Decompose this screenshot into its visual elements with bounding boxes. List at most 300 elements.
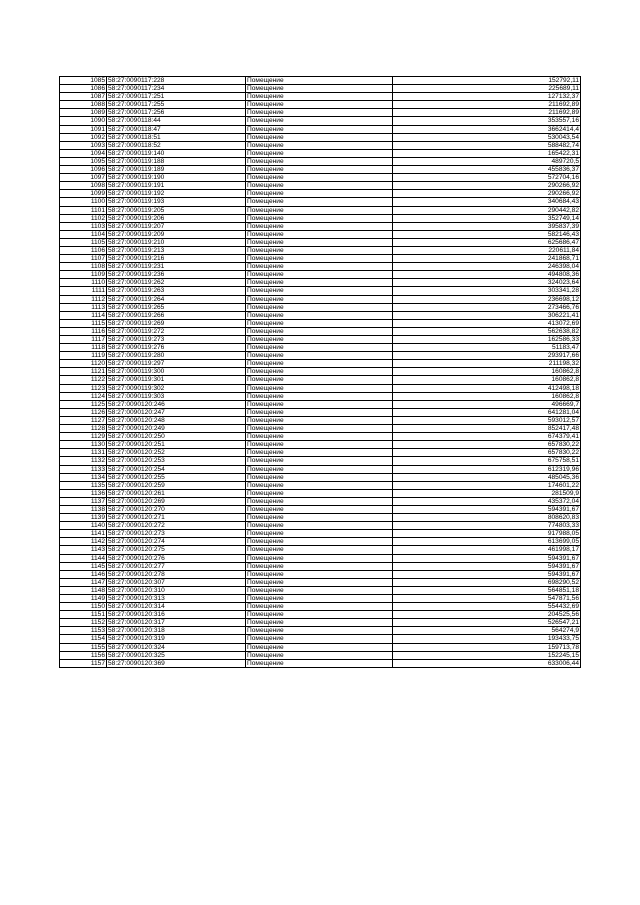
- cadastral-value-cell: 293917,66: [393, 352, 581, 360]
- object-type-cell: Помещение: [246, 376, 393, 384]
- object-type-cell: Помещение: [246, 586, 393, 594]
- cadastral-value-cell: 290442,82: [393, 206, 581, 214]
- table-row: [60, 327, 581, 335]
- cadastral-number-cell: 58:27:0090120:276: [107, 554, 246, 562]
- row-number-cell: 1134: [60, 473, 107, 481]
- cadastral-value-cell: 340684,43: [393, 198, 581, 206]
- cadastral-number-cell: 58:27:0090120:246: [107, 400, 246, 408]
- table-row: [60, 101, 581, 109]
- table-row: [60, 562, 581, 570]
- cadastral-number-cell: 58:27:0090120:317: [107, 619, 246, 627]
- row-number-cell: 1147: [60, 578, 107, 586]
- object-type-cell: Помещение: [246, 611, 393, 619]
- cadastral-value-cell: 572704,16: [393, 174, 581, 182]
- cadastral-value-cell: 303341,28: [393, 287, 581, 295]
- cadastral-number-cell: 58:27:0090119:189: [107, 166, 246, 174]
- row-number-cell: 1126: [60, 408, 107, 416]
- table-row: [60, 497, 581, 505]
- object-type-cell: Помещение: [246, 627, 393, 635]
- cadastral-number-cell: 58:27:0090118:52: [107, 141, 246, 149]
- object-type-cell: Помещение: [246, 344, 393, 352]
- cadastral-number-cell: 58:27:0090120:253: [107, 457, 246, 465]
- table-row: [60, 433, 581, 441]
- cadastral-value-cell: 241868,71: [393, 255, 581, 263]
- cadastral-number-cell: 58:27:0090119:303: [107, 392, 246, 400]
- row-number-cell: 1090: [60, 117, 107, 125]
- row-number-cell: 1144: [60, 554, 107, 562]
- table-row: [60, 133, 581, 141]
- object-type-cell: Помещение: [246, 319, 393, 327]
- table-row: [60, 117, 581, 125]
- cadastral-number-cell: 58:27:0090119:188: [107, 157, 246, 165]
- cadastral-number-cell: 58:27:0090119:269: [107, 319, 246, 327]
- object-type-cell: Помещение: [246, 352, 393, 360]
- cadastral-value-cell: 204525,56: [393, 611, 581, 619]
- cadastral-value-cell: 211692,89: [393, 101, 581, 109]
- cadastral-number-cell: 58:27:0090120:248: [107, 416, 246, 424]
- object-type-cell: Помещение: [246, 651, 393, 659]
- object-type-cell: Помещение: [246, 392, 393, 400]
- cadastral-number-cell: 58:27:0090119:300: [107, 368, 246, 376]
- table-row: [60, 489, 581, 497]
- cadastral-value-cell: 152792,11: [393, 77, 581, 85]
- row-number-cell: 1127: [60, 416, 107, 424]
- cadastral-value-cell: 593012,57: [393, 416, 581, 424]
- cadastral-number-cell: 58:27:0090120:319: [107, 635, 246, 643]
- table-row: [60, 166, 581, 174]
- table-row: [60, 141, 581, 149]
- table-row: [60, 93, 581, 101]
- table-row: [60, 538, 581, 546]
- cadastral-value-cell: 657830,22: [393, 441, 581, 449]
- row-number-cell: 1130: [60, 441, 107, 449]
- table-row: [60, 627, 581, 635]
- cadastral-value-cell: 281509,9: [393, 489, 581, 497]
- row-number-cell: 1121: [60, 368, 107, 376]
- object-type-cell: Помещение: [246, 109, 393, 117]
- row-number-cell: 1089: [60, 109, 107, 117]
- object-type-cell: Помещение: [246, 595, 393, 603]
- cadastral-value-cell: 526547,21: [393, 619, 581, 627]
- row-number-cell: 1155: [60, 643, 107, 651]
- object-type-cell: Помещение: [246, 530, 393, 538]
- object-type-cell: Помещение: [246, 222, 393, 230]
- cadastral-value-cell: 290266,92: [393, 190, 581, 198]
- row-number-cell: 1123: [60, 384, 107, 392]
- cadastral-value-cell: 594391,67: [393, 554, 581, 562]
- table-row: [60, 238, 581, 246]
- table-row: [60, 578, 581, 586]
- object-type-cell: Помещение: [246, 303, 393, 311]
- cadastral-number-cell: 58:27:0090119:190: [107, 174, 246, 182]
- object-type-cell: Помещение: [246, 166, 393, 174]
- row-number-cell: 1094: [60, 149, 107, 157]
- table-row: [60, 384, 581, 392]
- cadastral-value-cell: 674379,41: [393, 433, 581, 441]
- table-row: [60, 222, 581, 230]
- row-number-cell: 1149: [60, 595, 107, 603]
- row-number-cell: 1093: [60, 141, 107, 149]
- object-type-cell: Помещение: [246, 263, 393, 271]
- cadastral-value-cell: 808620,83: [393, 514, 581, 522]
- cadastral-number-cell: 58:27:0090120:251: [107, 441, 246, 449]
- cadastral-number-cell: 58:27:0090119:231: [107, 263, 246, 271]
- object-type-cell: Помещение: [246, 643, 393, 651]
- cadastral-value-cell: 489720,5: [393, 157, 581, 165]
- object-type-cell: Помещение: [246, 336, 393, 344]
- cadastral-value-cell: 353557,16: [393, 117, 581, 125]
- cadastral-value-cell: 917988,05: [393, 530, 581, 538]
- row-number-cell: 1148: [60, 586, 107, 594]
- object-type-cell: Помещение: [246, 125, 393, 133]
- object-type-cell: Помещение: [246, 603, 393, 611]
- table-row: [60, 182, 581, 190]
- cadastral-number-cell: 58:27:0090119:262: [107, 279, 246, 287]
- table-row: [60, 279, 581, 287]
- cadastral-number-cell: 58:27:0090119:206: [107, 214, 246, 222]
- cadastral-number-cell: 58:27:0090119:301: [107, 376, 246, 384]
- cadastral-number-cell: 58:27:0090119:266: [107, 311, 246, 319]
- table-row: [60, 319, 581, 327]
- table-row: [60, 303, 581, 311]
- table-row: [60, 352, 581, 360]
- row-number-cell: 1120: [60, 360, 107, 368]
- row-number-cell: 1125: [60, 400, 107, 408]
- cadastral-value-cell: 485045,36: [393, 473, 581, 481]
- table-row: [60, 255, 581, 263]
- cadastral-number-cell: 58:27:0090120:247: [107, 408, 246, 416]
- cadastral-value-cell: 461998,17: [393, 546, 581, 554]
- row-number-cell: 1114: [60, 311, 107, 319]
- object-type-cell: Помещение: [246, 546, 393, 554]
- cadastral-number-cell: 58:27:0090118:47: [107, 125, 246, 133]
- cadastral-value-cell: 675758,51: [393, 457, 581, 465]
- cadastral-value-cell: 530043,54: [393, 133, 581, 141]
- row-number-cell: 1157: [60, 659, 107, 667]
- object-type-cell: Помещение: [246, 117, 393, 125]
- object-type-cell: Помещение: [246, 635, 393, 643]
- table-row: [60, 190, 581, 198]
- cadastral-number-cell: 58:27:0090120:274: [107, 538, 246, 546]
- row-number-cell: 1129: [60, 433, 107, 441]
- row-number-cell: 1115: [60, 319, 107, 327]
- cadastral-value-cell: 290266,92: [393, 182, 581, 190]
- object-type-cell: Помещение: [246, 384, 393, 392]
- cadastral-number-cell: 58:27:0090119:273: [107, 336, 246, 344]
- cadastral-value-cell: 564274,9: [393, 627, 581, 635]
- object-type-cell: Помещение: [246, 174, 393, 182]
- cadastral-number-cell: 58:27:0090119:236: [107, 271, 246, 279]
- cadastral-number-cell: 58:27:0090120:254: [107, 465, 246, 473]
- cadastral-value-cell: 496669,7: [393, 400, 581, 408]
- row-number-cell: 1153: [60, 627, 107, 635]
- cadastral-number-cell: 58:27:0090120:316: [107, 611, 246, 619]
- object-type-cell: Помещение: [246, 473, 393, 481]
- table-row: [60, 109, 581, 117]
- cadastral-number-cell: 58:27:0090117:234: [107, 85, 246, 93]
- cadastral-value-cell: 582146,43: [393, 230, 581, 238]
- cadastral-value-cell: 613699,05: [393, 538, 581, 546]
- cadastral-value-cell: 3662414,4: [393, 125, 581, 133]
- cadastral-number-cell: 58:27:0090117:228: [107, 77, 246, 85]
- cadastral-value-cell: 564851,18: [393, 586, 581, 594]
- cadastral-number-cell: 58:27:0090119:205: [107, 206, 246, 214]
- object-type-cell: Помещение: [246, 149, 393, 157]
- row-number-cell: 1136: [60, 489, 107, 497]
- table-row: [60, 643, 581, 651]
- table-row: [60, 336, 581, 344]
- object-type-cell: Помещение: [246, 659, 393, 667]
- object-type-cell: Помещение: [246, 141, 393, 149]
- cadastral-value-cell: 324023,64: [393, 279, 581, 287]
- cadastral-value-cell: 547871,56: [393, 595, 581, 603]
- object-type-cell: Помещение: [246, 562, 393, 570]
- row-number-cell: 1154: [60, 635, 107, 643]
- cadastral-number-cell: 58:27:0090118:44: [107, 117, 246, 125]
- cadastral-number-cell: 58:27:0090119:280: [107, 352, 246, 360]
- object-type-cell: Помещение: [246, 214, 393, 222]
- cadastral-number-cell: 58:27:0090120:272: [107, 522, 246, 530]
- object-type-cell: Помещение: [246, 570, 393, 578]
- object-type-cell: Помещение: [246, 255, 393, 263]
- table-row: [60, 595, 581, 603]
- cadastral-number-cell: 58:27:0090119:276: [107, 344, 246, 352]
- cadastral-value-cell: 588482,74: [393, 141, 581, 149]
- cadastral-value-cell: 152245,15: [393, 651, 581, 659]
- row-number-cell: 1117: [60, 336, 107, 344]
- table-row: [60, 473, 581, 481]
- table-row: [60, 246, 581, 254]
- row-number-cell: 1103: [60, 222, 107, 230]
- cadastral-number-cell: 58:27:0090119:272: [107, 327, 246, 335]
- object-type-cell: Помещение: [246, 190, 393, 198]
- row-number-cell: 1086: [60, 85, 107, 93]
- row-number-cell: 1109: [60, 271, 107, 279]
- cadastral-number-cell: 58:27:0090119:193: [107, 198, 246, 206]
- cadastral-number-cell: 58:27:0090120:252: [107, 449, 246, 457]
- object-type-cell: Помещение: [246, 481, 393, 489]
- cadastral-number-cell: 58:27:0090120:270: [107, 505, 246, 513]
- cadastral-number-cell: 58:27:0090120:261: [107, 489, 246, 497]
- cadastral-value-cell: 554432,69: [393, 603, 581, 611]
- cadastral-value-cell: 127132,37: [393, 93, 581, 101]
- cadastral-value-cell: 193433,75: [393, 635, 581, 643]
- object-type-cell: Помещение: [246, 441, 393, 449]
- object-type-cell: Помещение: [246, 368, 393, 376]
- cadastral-value-cell: 160862,8: [393, 392, 581, 400]
- table-row: [60, 481, 581, 489]
- cadastral-number-cell: 58:27:0090117:256: [107, 109, 246, 117]
- table-row: [60, 368, 581, 376]
- cadastral-value-cell: 225689,11: [393, 85, 581, 93]
- row-number-cell: 1150: [60, 603, 107, 611]
- row-number-cell: 1100: [60, 198, 107, 206]
- cadastral-value-cell: 594391,67: [393, 570, 581, 578]
- object-type-cell: Помещение: [246, 198, 393, 206]
- object-type-cell: Помещение: [246, 246, 393, 254]
- table-row: [60, 465, 581, 473]
- object-type-cell: Помещение: [246, 295, 393, 303]
- table-row: [60, 554, 581, 562]
- cadastral-value-cell: 455836,37: [393, 166, 581, 174]
- cadastral-number-cell: 58:27:0090119:263: [107, 287, 246, 295]
- row-number-cell: 1137: [60, 497, 107, 505]
- row-number-cell: 1143: [60, 546, 107, 554]
- row-number-cell: 1095: [60, 157, 107, 165]
- table-row: [60, 416, 581, 424]
- row-number-cell: 1102: [60, 214, 107, 222]
- table-row: [60, 344, 581, 352]
- cadastral-value-cell: 220611,84: [393, 246, 581, 254]
- row-number-cell: 1119: [60, 352, 107, 360]
- table-row: [60, 198, 581, 206]
- cadastral-value-cell: 246398,04: [393, 263, 581, 271]
- table-row: [60, 659, 581, 667]
- cadastral-number-cell: 58:27:0090120:250: [107, 433, 246, 441]
- cadastral-number-cell: 58:27:0090119:302: [107, 384, 246, 392]
- cadastral-number-cell: 58:27:0090120:255: [107, 473, 246, 481]
- table-row: [60, 425, 581, 433]
- table-row: [60, 514, 581, 522]
- table-row: [60, 449, 581, 457]
- row-number-cell: 1104: [60, 230, 107, 238]
- cadastral-number-cell: 58:27:0090119:192: [107, 190, 246, 198]
- cadastral-value-cell: 657830,22: [393, 449, 581, 457]
- cadastral-value-cell: 174601,22: [393, 481, 581, 489]
- table-row: [60, 77, 581, 85]
- object-type-cell: Помещение: [246, 449, 393, 457]
- row-number-cell: 1140: [60, 522, 107, 530]
- row-number-cell: 1152: [60, 619, 107, 627]
- row-number-cell: 1128: [60, 425, 107, 433]
- cadastral-value-cell: 641281,04: [393, 408, 581, 416]
- row-number-cell: 1088: [60, 101, 107, 109]
- cadastral-value-cell: 698290,52: [393, 578, 581, 586]
- row-number-cell: 1105: [60, 238, 107, 246]
- table-row: [60, 174, 581, 182]
- object-type-cell: Помещение: [246, 554, 393, 562]
- row-number-cell: 1097: [60, 174, 107, 182]
- cadastral-value-cell: 165422,31: [393, 149, 581, 157]
- table-row: [60, 400, 581, 408]
- row-number-cell: 1087: [60, 93, 107, 101]
- row-number-cell: 1085: [60, 77, 107, 85]
- row-number-cell: 1124: [60, 392, 107, 400]
- table-row: [60, 125, 581, 133]
- property-registry-table: [59, 76, 581, 668]
- cadastral-number-cell: 58:27:0090119:264: [107, 295, 246, 303]
- table-row: [60, 214, 581, 222]
- object-type-cell: Помещение: [246, 133, 393, 141]
- cadastral-value-cell: 352749,14: [393, 214, 581, 222]
- table-row: [60, 522, 581, 530]
- cadastral-value-cell: 159713,78: [393, 643, 581, 651]
- row-number-cell: 1106: [60, 246, 107, 254]
- cadastral-number-cell: 58:27:0090119:213: [107, 246, 246, 254]
- cadastral-number-cell: 58:27:0090120:277: [107, 562, 246, 570]
- row-number-cell: 1122: [60, 376, 107, 384]
- table-row: [60, 149, 581, 157]
- cadastral-value-cell: 494808,36: [393, 271, 581, 279]
- object-type-cell: Помещение: [246, 433, 393, 441]
- cadastral-number-cell: 58:27:0090120:269: [107, 497, 246, 505]
- cadastral-value-cell: 211692,89: [393, 109, 581, 117]
- cadastral-value-cell: 51183,47: [393, 344, 581, 352]
- cadastral-number-cell: 58:27:0090120:278: [107, 570, 246, 578]
- cadastral-number-cell: 58:27:0090120:271: [107, 514, 246, 522]
- cadastral-number-cell: 58:27:0090120:314: [107, 603, 246, 611]
- object-type-cell: Помещение: [246, 230, 393, 238]
- object-type-cell: Помещение: [246, 157, 393, 165]
- object-type-cell: Помещение: [246, 538, 393, 546]
- row-number-cell: 1099: [60, 190, 107, 198]
- row-number-cell: 1107: [60, 255, 107, 263]
- cadastral-value-cell: 160862,8: [393, 368, 581, 376]
- table-row: [60, 263, 581, 271]
- cadastral-value-cell: 306221,41: [393, 311, 581, 319]
- table-row: [60, 505, 581, 513]
- object-type-cell: Помещение: [246, 489, 393, 497]
- table-row: [60, 311, 581, 319]
- row-number-cell: 1141: [60, 530, 107, 538]
- object-type-cell: Помещение: [246, 408, 393, 416]
- cadastral-value-cell: 852417,48: [393, 425, 581, 433]
- table-row: [60, 586, 581, 594]
- object-type-cell: Помещение: [246, 416, 393, 424]
- object-type-cell: Помещение: [246, 457, 393, 465]
- cadastral-value-cell: 273466,76: [393, 303, 581, 311]
- row-number-cell: 1118: [60, 344, 107, 352]
- cadastral-number-cell: 58:27:0090120:307: [107, 578, 246, 586]
- row-number-cell: 1138: [60, 505, 107, 513]
- table-row: [60, 408, 581, 416]
- object-type-cell: Помещение: [246, 425, 393, 433]
- row-number-cell: 1145: [60, 562, 107, 570]
- cadastral-number-cell: 58:27:0090117:251: [107, 93, 246, 101]
- row-number-cell: 1112: [60, 295, 107, 303]
- row-number-cell: 1156: [60, 651, 107, 659]
- object-type-cell: Помещение: [246, 279, 393, 287]
- row-number-cell: 1110: [60, 279, 107, 287]
- table-row: [60, 157, 581, 165]
- table-row: [60, 295, 581, 303]
- cadastral-value-cell: 562638,82: [393, 327, 581, 335]
- cadastral-value-cell: 594391,67: [393, 562, 581, 570]
- cadastral-number-cell: 58:27:0090120:249: [107, 425, 246, 433]
- row-number-cell: 1101: [60, 206, 107, 214]
- cadastral-number-cell: 58:27:0090120:259: [107, 481, 246, 489]
- cadastral-value-cell: 162586,33: [393, 336, 581, 344]
- cadastral-number-cell: 58:27:0090119:297: [107, 360, 246, 368]
- object-type-cell: Помещение: [246, 505, 393, 513]
- cadastral-number-cell: 58:27:0090120:325: [107, 651, 246, 659]
- row-number-cell: 1116: [60, 327, 107, 335]
- table-row: [60, 457, 581, 465]
- table-row: [60, 603, 581, 611]
- table-row: [60, 651, 581, 659]
- object-type-cell: Помещение: [246, 360, 393, 368]
- cadastral-number-cell: 58:27:0090120:273: [107, 530, 246, 538]
- object-type-cell: Помещение: [246, 238, 393, 246]
- row-number-cell: 1142: [60, 538, 107, 546]
- object-type-cell: Помещение: [246, 327, 393, 335]
- row-number-cell: 1108: [60, 263, 107, 271]
- object-type-cell: Помещение: [246, 619, 393, 627]
- object-type-cell: Помещение: [246, 578, 393, 586]
- cadastral-number-cell: 58:27:0090120:324: [107, 643, 246, 651]
- row-number-cell: 1133: [60, 465, 107, 473]
- row-number-cell: 1113: [60, 303, 107, 311]
